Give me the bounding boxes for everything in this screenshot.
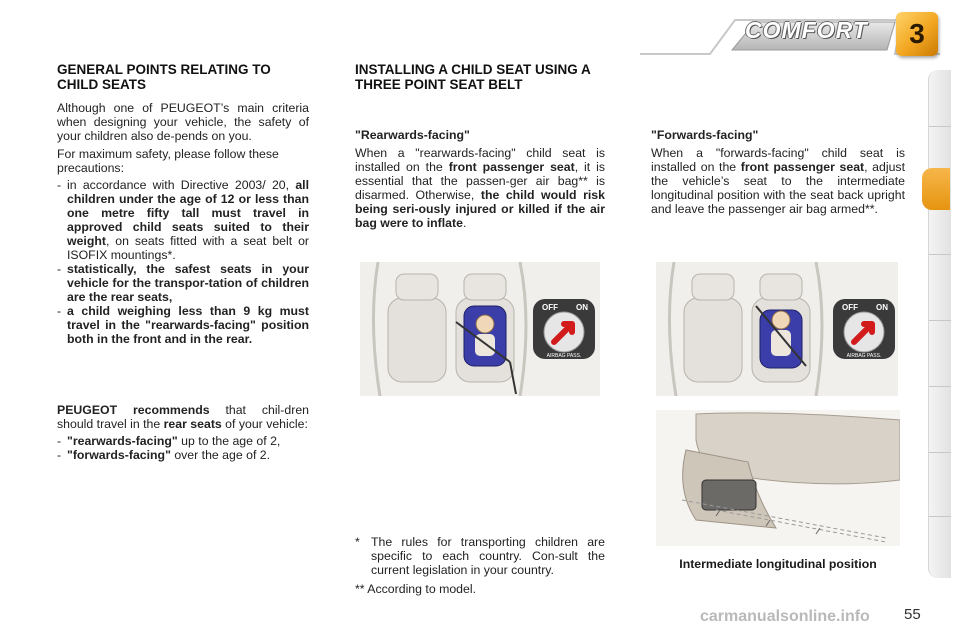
switch-on-label: ON (576, 303, 588, 312)
airbag-on-switch (832, 298, 896, 360)
forwards-facing-paragraph: When a "forwards-facing" child seat is installed on the front passenger seat, adjust the vehicle’s seat to the intermediate longitudinal position with the seat back upright and leave the passenger air bag armed**. (651, 146, 905, 216)
switch-airbag-label: AIRBAG PASS. (546, 353, 582, 359)
footnotes (355, 535, 605, 596)
intro-paragraph: Although one of PEUGEOT’s main criteria when designing your vehicle, the safety of your children also de-pends on you. (57, 101, 309, 143)
precautions-lead: For maximum safety, please follow these precautions: (57, 147, 279, 175)
precaution-item-3: - a child weighing less than 9 kg must travel in the "rearwards-facing" position both in the front and in the rear. (57, 304, 309, 346)
precaution-item-1: - in accordance with Directive 2003/ 20, all children under the age of 12 or less than one metre fifty tall must travel in approved child seats suited to their weight, on seats fitted with a seat belt or ISOFIX mountings*. (57, 178, 309, 262)
seat-position-illustration (656, 410, 900, 546)
footnote-1: * The rules for transporting children are specific to each country. Con-sult the current legislation in your country. (355, 535, 605, 577)
rearwards-facing-paragraph: When a "rearwards-facing" child seat is installed on the front passenger seat, it is essential that the passen-ger air bag** is disarmed. Otherwise, the child would risk being seri-ously injured or killed if the air bag were to inflate. (355, 146, 605, 230)
switch-off-label: OFF (842, 303, 858, 312)
chapter-tab-strip[interactable] (928, 70, 951, 578)
chapter-title: COMFORT (745, 17, 868, 43)
active-chapter-tab[interactable] (922, 168, 950, 210)
rearwards-facing-subheading: "Rearwards-facing" (355, 128, 470, 142)
forwards-facing-subheading: "Forwards-facing" (651, 128, 759, 142)
seat-position-caption: Intermediate longitudinal position (679, 557, 877, 571)
footnote-2: ** According to model. (355, 582, 476, 596)
general-points-heading: GENERAL POINTS RELATING TO CHILD SEATS (57, 62, 271, 92)
recommend-item-2: - "forwards-facing" over the age of 2. (57, 448, 271, 462)
switch-off-label: OFF (542, 303, 558, 312)
watermark: carmanualsonline.info (700, 608, 870, 625)
page-number: 55 (904, 606, 921, 623)
general-points-body (57, 101, 309, 346)
chapter-number-badge: 3 (896, 12, 938, 56)
switch-on-label: ON (876, 303, 888, 312)
airbag-off-switch (532, 298, 596, 360)
peugeot-recommends: PEUGEOT recommends that chil-dren should travel in the rear seats of your vehicle: - "rearwards-facing" up to the age of 2, - "forwards-facing" over the age of 2. (57, 403, 309, 462)
precaution-item-2: - statistically, the safest seats in your vehicle for the transpor-tation of children are the rear seats, (57, 262, 309, 304)
installing-heading: INSTALLING A CHILD SEAT USING A THREE POINT SEAT BELT (355, 62, 591, 92)
recommend-item-1: - "rearwards-facing" up to the age of 2, (57, 434, 281, 448)
switch-airbag-label: AIRBAG PASS. (846, 353, 882, 359)
